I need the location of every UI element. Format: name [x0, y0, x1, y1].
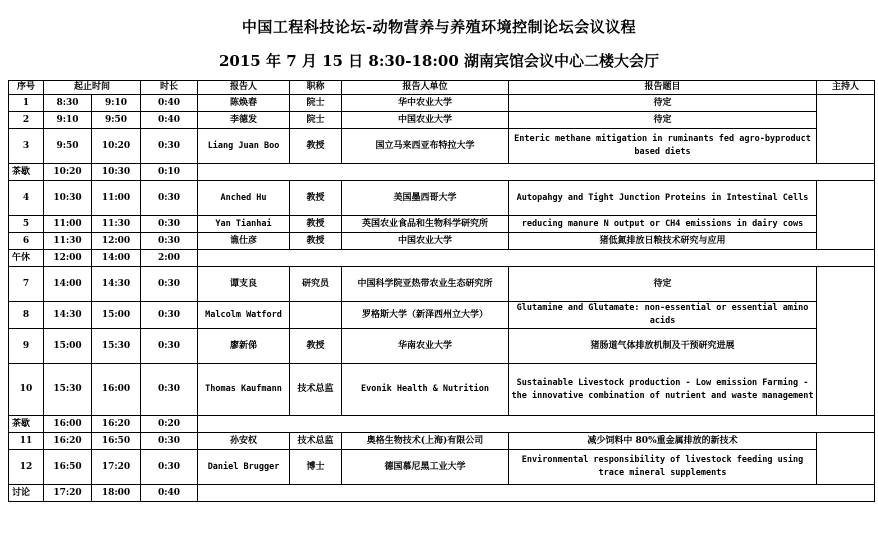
report-topic: Sustainable Livestock production - Low emission Farming - the innovative combination of nutrient and waste management — [509, 364, 817, 416]
speaker-title: 院士 — [290, 95, 342, 112]
start-time: 14:30 — [44, 302, 92, 329]
speaker: 谯仕彦 — [198, 233, 290, 250]
header-title: 职称 — [290, 81, 342, 95]
end-time: 10:30 — [92, 164, 141, 181]
start-time: 15:00 — [44, 329, 92, 364]
duration: 0:40 — [141, 95, 198, 112]
start-time: 10:30 — [44, 181, 92, 216]
report-topic: Environmental responsibility of livestock feeding using trace mineral supplements — [509, 450, 817, 485]
speaker-title: 教授 — [290, 329, 342, 364]
end-time: 14:00 — [92, 250, 141, 267]
start-time: 12:00 — [44, 250, 92, 267]
start-time: 10:20 — [44, 164, 92, 181]
start-time: 9:50 — [44, 129, 92, 164]
speaker-org: 罗格斯大学（新泽西州立大学） — [342, 302, 509, 329]
report-topic: reducing manure N output or CH4 emissions in dairy cows — [509, 216, 817, 233]
start-time: 16:00 — [44, 416, 92, 433]
end-time: 15:00 — [92, 302, 141, 329]
duration: 0:10 — [141, 164, 198, 181]
report-topic: 减少饲料中 80%重金属排放的新技术 — [509, 433, 817, 450]
table-row — [9, 433, 875, 450]
row-no: 7 — [9, 267, 44, 302]
report-topic: 待定 — [509, 267, 817, 302]
speaker-org: 德国慕尼黑工业大学 — [342, 450, 509, 485]
table-row — [9, 95, 875, 112]
start-time: 9:10 — [44, 112, 92, 129]
end-time: 16:20 — [92, 416, 141, 433]
table-row — [9, 450, 875, 485]
start-time: 17:20 — [44, 485, 92, 502]
start-time: 11:00 — [44, 216, 92, 233]
row-no: 1 — [9, 95, 44, 112]
report-topic: 猪肠道气体排放机制及干预研究进展 — [509, 329, 817, 364]
table-row — [9, 112, 875, 129]
break-row — [9, 164, 875, 181]
end-time: 16:00 — [92, 364, 141, 416]
report-topic: Autopahgy and Tight Junction Proteins in Intestinal Cells — [509, 181, 817, 216]
duration: 0:40 — [141, 112, 198, 129]
host-cell — [817, 267, 875, 416]
speaker-org: 华南农业大学 — [342, 329, 509, 364]
row-no: 6 — [9, 233, 44, 250]
duration: 0:30 — [141, 329, 198, 364]
header-org: 报告人单位 — [342, 81, 509, 95]
end-time: 15:30 — [92, 329, 141, 364]
speaker: Anched Hu — [198, 181, 290, 216]
table-row — [9, 302, 875, 329]
header-row — [9, 81, 875, 95]
row-no: 5 — [9, 216, 44, 233]
report-topic: 待定 — [509, 95, 817, 112]
report-topic: Glutamine and Glutamate: non-essential or essential amino acids — [509, 302, 817, 329]
speaker-org: 中国农业大学 — [342, 233, 509, 250]
header-duration: 时长 — [141, 81, 198, 95]
row-no: 10 — [9, 364, 44, 416]
duration: 0:30 — [141, 302, 198, 329]
break-row — [9, 250, 875, 267]
speaker: 廖新俤 — [198, 329, 290, 364]
end-time: 10:20 — [92, 129, 141, 164]
speaker-org: 中国科学院亚热带农业生态研究所 — [342, 267, 509, 302]
duration: 0:40 — [141, 485, 198, 502]
duration: 0:30 — [141, 267, 198, 302]
header-no: 序号 — [9, 81, 44, 95]
host-cell — [817, 181, 875, 250]
row-no: 讨论 — [9, 485, 44, 502]
speaker: 李德发 — [198, 112, 290, 129]
table-row — [9, 181, 875, 216]
duration: 0:30 — [141, 433, 198, 450]
start-time: 8:30 — [44, 95, 92, 112]
table-row — [9, 216, 875, 233]
end-time: 12:00 — [92, 233, 141, 250]
speaker-title: 教授 — [290, 233, 342, 250]
table-row — [9, 233, 875, 250]
report-topic: 待定 — [509, 112, 817, 129]
host-cell — [817, 95, 875, 164]
start-time: 15:30 — [44, 364, 92, 416]
table-row — [9, 267, 875, 302]
speaker: 谭支良 — [198, 267, 290, 302]
table-row — [9, 129, 875, 164]
speaker-org: Evonik Health & Nutrition — [342, 364, 509, 416]
duration: 2:00 — [141, 250, 198, 267]
speaker-title: 教授 — [290, 181, 342, 216]
speaker-title — [290, 302, 342, 329]
page-subtitle: 2015 年 7 月 15 日 8:30-18:00 湖南宾馆会议中心二楼大会厅 — [219, 52, 659, 70]
row-no: 3 — [9, 129, 44, 164]
row-no: 茶歇 — [9, 416, 44, 433]
speaker: 陈焕春 — [198, 95, 290, 112]
speaker-org: 英国农业食品和生物科学研究所 — [342, 216, 509, 233]
header-speaker: 报告人 — [198, 81, 290, 95]
table-row — [9, 329, 875, 364]
page-title: 中国工程科技论坛-动物营养与养殖环境控制论坛会议议程 — [241, 18, 637, 36]
duration: 0:30 — [141, 181, 198, 216]
speaker-org: 美国墨西哥大学 — [342, 181, 509, 216]
break-empty-cell — [198, 485, 875, 502]
speaker: Malcolm Watford — [198, 302, 290, 329]
start-time: 16:50 — [44, 450, 92, 485]
duration: 0:30 — [141, 129, 198, 164]
end-time: 16:50 — [92, 433, 141, 450]
speaker: Liang Juan Boo — [198, 129, 290, 164]
end-time: 9:50 — [92, 112, 141, 129]
end-time: 17:20 — [92, 450, 141, 485]
speaker-title: 院士 — [290, 112, 342, 129]
speaker-title: 研究员 — [290, 267, 342, 302]
duration: 0:20 — [141, 416, 198, 433]
speaker-title: 技术总监 — [290, 433, 342, 450]
header-topic: 报告题目 — [509, 81, 817, 95]
end-time: 11:30 — [92, 216, 141, 233]
report-topic: 猪低氮排放日粮技术研究与应用 — [509, 233, 817, 250]
row-no: 茶歇 — [9, 164, 44, 181]
duration: 0:30 — [141, 450, 198, 485]
row-no: 11 — [9, 433, 44, 450]
speaker-title: 博士 — [290, 450, 342, 485]
header-host: 主持人 — [817, 81, 875, 95]
speaker-org: 中国农业大学 — [342, 112, 509, 129]
end-time: 9:10 — [92, 95, 141, 112]
agenda-table — [8, 80, 875, 502]
break-row — [9, 416, 875, 433]
row-no: 8 — [9, 302, 44, 329]
speaker: Thomas Kaufmann — [198, 364, 290, 416]
break-row — [9, 485, 875, 502]
speaker-title: 教授 — [290, 216, 342, 233]
row-no: 4 — [9, 181, 44, 216]
speaker: 孙安权 — [198, 433, 290, 450]
break-empty-cell — [198, 164, 875, 181]
row-no: 9 — [9, 329, 44, 364]
host-cell — [817, 433, 875, 485]
start-time: 14:00 — [44, 267, 92, 302]
agenda-body — [9, 95, 875, 502]
speaker-org: 奥格生物技术(上海)有限公司 — [342, 433, 509, 450]
header-time: 起止时间 — [44, 81, 141, 95]
row-no: 12 — [9, 450, 44, 485]
end-time: 14:30 — [92, 267, 141, 302]
duration: 0:30 — [141, 364, 198, 416]
start-time: 16:20 — [44, 433, 92, 450]
speaker-org: 华中农业大学 — [342, 95, 509, 112]
speaker: Yan Tianhai — [198, 216, 290, 233]
duration: 0:30 — [141, 216, 198, 233]
duration: 0:30 — [141, 233, 198, 250]
row-no: 午休 — [9, 250, 44, 267]
speaker-org: 国立马来西亚布特拉大学 — [342, 129, 509, 164]
start-time: 11:30 — [44, 233, 92, 250]
speaker: Daniel Brugger — [198, 450, 290, 485]
break-empty-cell — [198, 250, 875, 267]
report-topic: Enteric methane mitigation in ruminants fed agro-byproduct based diets — [509, 129, 817, 164]
end-time: 11:00 — [92, 181, 141, 216]
table-row — [9, 364, 875, 416]
speaker-title: 技术总监 — [290, 364, 342, 416]
end-time: 18:00 — [92, 485, 141, 502]
row-no: 2 — [9, 112, 44, 129]
break-empty-cell — [198, 416, 875, 433]
speaker-title: 教授 — [290, 129, 342, 164]
